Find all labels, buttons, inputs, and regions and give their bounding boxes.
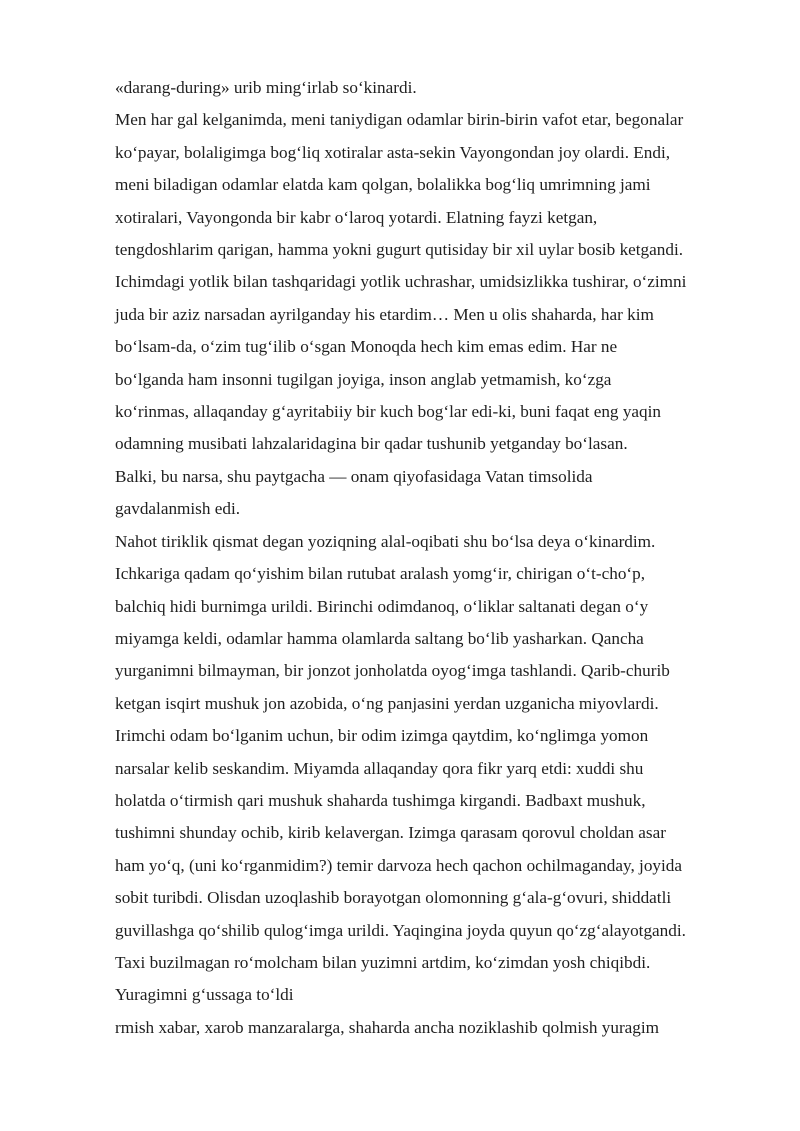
text-line: «darang-during» urib mingʻirlab soʻkinardi.: [115, 78, 417, 97]
text-line: ketgan isqirt mushuk jon azobida, oʻng panjasini yerdan uzganicha miyovlardi.: [115, 693, 659, 713]
text-line: tengdoshlarim qarigan, hamma yokni gugurt qutisiday bir xil uylar bosib ketgandi.: [115, 240, 684, 260]
text-line: koʻrinmas, allaqanday gʻayritabiiy bir kuch bogʻlar edi-ki, buni faqat eng yaqin: [115, 402, 662, 422]
text-line: sobit turibdi. Olisdan uzoqlashib borayotgan olomonning gʻala-gʻovuri, shiddatli: [115, 888, 672, 908]
text-line: Ichimdagi yotlik bilan tashqaridagi yotlik uchrashar, umidsizlikka tushirar, oʻzimni: [115, 272, 687, 292]
text-line: guvillashga qoʻshilib qulogʻimga urildi. Yaqingina joyda quyun qoʻzgʻalayotgandi.: [115, 920, 686, 940]
text-line: Taxi buzilmagan roʻmolcham bilan yuzimni artdim, koʻzimdan yosh chiqibdi.: [115, 952, 651, 972]
text-line: holatda oʻtirmish qari mushuk shaharda tushimga kirgandi. Badbaxt mushuk,: [115, 790, 646, 810]
text-line: gavdalanmish edi.: [115, 499, 241, 519]
text-line: Yuragimni gʻussaga toʻldi: [115, 985, 294, 1005]
text-line: boʻlganda ham insonni tugilgan joyiga, inson anglab yetmamish, koʻzga: [115, 369, 612, 389]
text-line: Balki, bu narsa, shu paytgacha — onam qiyofasidaga Vatan timsolida: [115, 466, 593, 486]
text-line: Ichkariga qadam qoʻyishim bilan rutubat aralash yomgʻir, chirigan oʻt-choʻp,: [115, 564, 646, 584]
text-line: koʻpayar, bolaligimga bogʻliq xotiralar asta-sekin Vayongondan joy olardi. Endi,: [115, 142, 671, 162]
text-line: ham yoʻq, (uni koʻrganmidim?) temir darvoza hech qachon ochilmaganday, joyida: [115, 855, 683, 875]
text-line: yurganimni bilmayman, bir jonzot jonholatda oyogʻimga tashlandi. Qarib-churib: [115, 661, 670, 681]
text-line: narsalar kelib seskandim. Miyamda allaqanday qora fikr yarq etdi: xuddi shu: [115, 758, 644, 778]
text-line: miyamga keldi, odamlar hamma olamlarda saltang boʻlib yasharkan. Qancha: [115, 628, 644, 648]
text-line: xotiralari, Vayongonda bir kabr oʻlaroq yotardi. Elatning fayzi ketgan,: [115, 207, 598, 227]
text-line: balchiq hidi burnimga urildi. Birinchi odimdanoq, oʻliklar saltanati degan oʻy: [115, 596, 649, 616]
text-line: Nahot tiriklik qismat degan yoziqning alal-oqibati shu boʻlsa deya oʻkinardim.: [115, 531, 656, 551]
text-line: rmish xabar, xarob manzaralarga, shaharda ancha noziklashib qolmish yuragim: [115, 1017, 660, 1037]
text-line: boʻlsam-da, oʻzim tugʻilib oʻsgan Monoqda hech kim emas edim. Har ne: [115, 337, 618, 357]
body-text: [115, 72, 755, 1044]
text-line: Irimchi odam boʻlganim uchun, bir odim izimga qaytdim, koʻnglimga yomon: [115, 726, 649, 746]
text-line: tushimni shunday ochib, kirib kelavergan. Izimga qarasam qorovul choldan asar: [115, 823, 666, 843]
text-line: odamning musibati lahzalaridagina bir qadar tushunib yetganday boʻlasan.: [115, 434, 628, 454]
text-line: Men har gal kelganimda, meni taniydigan odamlar birin-birin vafot etar, begonalar: [115, 110, 684, 130]
text-line: meni biladigan odamlar elatda kam qolgan, bolalikka bogʻliq umrimning jami: [115, 175, 651, 195]
text-line: juda bir aziz narsadan ayrilganday his etardim… Men u olis shaharda, har kim: [115, 304, 654, 324]
